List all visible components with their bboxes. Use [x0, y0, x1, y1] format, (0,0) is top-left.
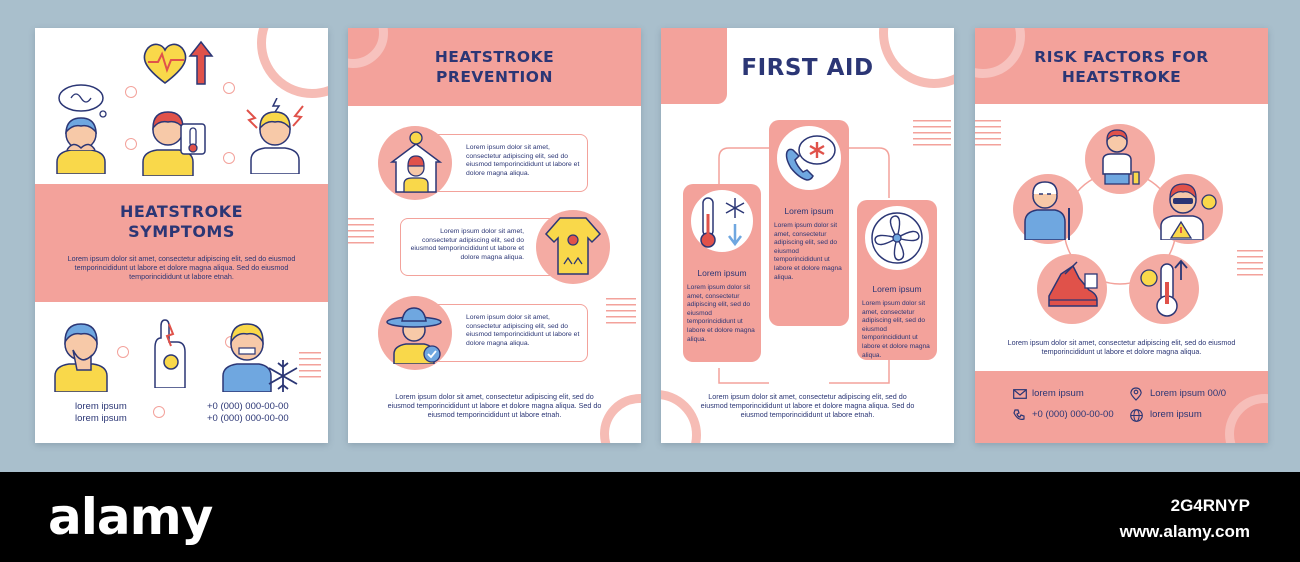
sweating-person-icon: [53, 114, 109, 174]
page-title: HEATSTROKE PREVENTION: [434, 48, 555, 86]
body-text: Lorem ipsum dolor sit amet, consectetur adipiscing elit, sed do eiusmod temporincididunt ut labore et dolore magna aliqua. Sed do eiusmod temporincididunt ut labore etnah.: [67, 254, 296, 281]
card-text: Lorem ipsum dolor sit amet, consectetur adipiscing elit, sed do eiusmod temporincididunt ut labore et dolore magna aliqua.: [862, 300, 930, 359]
sun-hat-person-icon: [384, 302, 446, 364]
contact-email: lorem ipsum: [1032, 388, 1084, 399]
contact-phone: +0 (000) 000-00-00: [207, 401, 289, 412]
decor-lines: [606, 298, 636, 324]
page-risk-factors: [975, 28, 1268, 443]
contact-left: [75, 401, 127, 425]
decor-lines: [1237, 250, 1263, 276]
footer-text: Lorem ipsum dolor sit amet, consectetur adipiscing elit, sed do eiusmod temporincididunt ut labore et dolore magna aliqua. Sed do eiusmod temporincididunt ut labore etnah.: [700, 392, 915, 419]
site-url: www.alamy.com: [1119, 522, 1250, 541]
decor-lines: [348, 218, 374, 244]
card-heading: Lorem ipsum: [784, 206, 834, 216]
card-heading: Lorem ipsum: [697, 268, 747, 278]
card-heading: Lorem ipsum: [872, 284, 922, 294]
decor-dot: [223, 82, 235, 94]
sunglasses-warning-icon: [1159, 178, 1219, 240]
location-pin-icon: [1130, 387, 1142, 401]
item-text: Lorem ipsum dolor sit amet, consectetur adipiscing elit, sed do eiusmod temporincididunt ut labore et dolore magna aliqua.: [410, 228, 524, 261]
alamy-logo: alamy: [48, 488, 213, 546]
decor-lines: [975, 120, 1001, 146]
globe-icon: [1130, 409, 1143, 422]
high-temperature-icon: [1135, 258, 1195, 320]
page-first-aid: [661, 28, 954, 443]
body-text: Lorem ipsum dolor sit amet, consectetur adipiscing elit, sed do eiusmod temporincididunt ut labore et dolore magna aliqua.: [1007, 338, 1236, 356]
card-text: Lorem ipsum dolor sit amet, consectetur adipiscing elit, sed do eiusmod temporincididunt ut labore et dolore magna aliqua.: [687, 284, 755, 343]
item-text: Lorem ipsum dolor sit amet, consectetur adipiscing elit, sed do eiusmod temporincididunt ut labore et dolore magna aliqua.: [466, 314, 580, 347]
decor-lines: [299, 352, 321, 378]
decor-dot: [125, 86, 137, 98]
decor-lines: [913, 120, 951, 146]
decor-ring: [257, 28, 328, 98]
item-text: Lorem ipsum dolor sit amet, consectetur adipiscing elit, sed do eiusmod temporincididunt ut labore et dolore magna aliqua.: [466, 144, 580, 177]
contact-right: [207, 401, 289, 425]
decor-dot: [223, 152, 235, 164]
house-sun-icon: [388, 128, 444, 194]
contact-address: Lorem ipsum 00/0: [1150, 388, 1227, 399]
card-text: Lorem ipsum dolor sit amet, consectetur adipiscing elit, sed do eiusmod temporincididunt ut labore et dolore magna aliqua.: [774, 222, 842, 281]
fan-icon: [869, 210, 925, 266]
thermometer-person-icon: [139, 104, 209, 176]
headache-person-icon: [241, 98, 311, 174]
thermometer-snowflake-icon: [697, 194, 749, 250]
page-title: FIRST AID: [741, 55, 874, 81]
page-title: HEATSTROKE SYMPTOMS: [119, 202, 244, 241]
hand-pulse-icon: [147, 318, 191, 388]
snowflake-icon: [265, 358, 301, 394]
nausea-person-icon: [51, 310, 121, 392]
envelope-icon: [1013, 389, 1027, 399]
light-clothing-icon: [544, 214, 602, 278]
page-title: RISK FACTORS FOR HEATSTROKE: [1034, 48, 1209, 86]
decor-dot: [153, 406, 165, 418]
contact-line: lorem ipsum: [75, 401, 127, 412]
running-shoe-icon: [1043, 260, 1103, 318]
child-icon: [1099, 128, 1143, 190]
decor-dot: [125, 138, 137, 150]
elderly-person-icon: [1019, 178, 1077, 240]
page-heatstroke-prevention: [348, 28, 641, 443]
contact-phone: +0 (000) 000-00-00: [1032, 409, 1114, 420]
arrow-up-icon: [188, 40, 214, 86]
image-id: 2G4RNYP: [1170, 496, 1250, 515]
footer-text: Lorem ipsum dolor sit amet, consectetur adipiscing elit, sed do eiusmod temporincididunt ut labore et dolore magna aliqua. Sed do eiusmod temporincididunt ut labore etnah.: [387, 392, 602, 419]
contact-phone: +0 (000) 000-00-00: [207, 413, 289, 424]
page-heatstroke-symptoms: [35, 28, 328, 443]
phone-icon: [1013, 409, 1025, 421]
contact-web: lorem ipsum: [1150, 409, 1202, 420]
contact-line: lorem ipsum: [75, 413, 127, 424]
phone-emergency-icon: [783, 132, 837, 184]
